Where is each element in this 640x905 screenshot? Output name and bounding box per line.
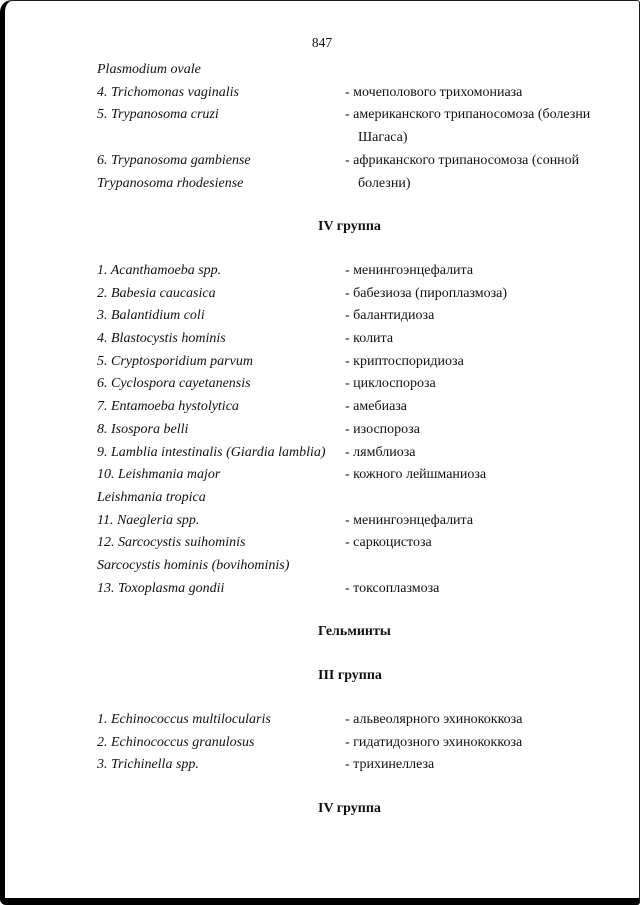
organism-name-cell	[97, 82, 345, 105]
disease-name-cell	[345, 732, 631, 755]
latin-name-line: 10. Leishmania major	[97, 467, 221, 483]
organism-name-cell	[97, 442, 345, 465]
organism-name-cell	[97, 709, 345, 732]
latin-name-line: 11. Naegleria spp.	[97, 512, 200, 528]
page-number: 847	[311, 35, 333, 50]
latin-name-line: 12. Sarcocystis suihominis	[97, 535, 246, 551]
latin-name-line: 3. Balantidium coli	[97, 308, 205, 324]
latin-name-line: 4. Blastocystis hominis	[97, 331, 226, 347]
disease-name-cell	[345, 464, 631, 509]
organism-name-cell	[97, 351, 345, 374]
disease-name-cell	[345, 104, 631, 149]
disease-name-line: - альвеолярного эхинококкоза	[345, 711, 523, 727]
table-row	[5, 283, 639, 306]
section-heading: IV группа	[318, 219, 381, 235]
disease-name-cell	[345, 442, 631, 465]
organism-name-cell	[97, 59, 345, 82]
disease-name-line: - кожного лейшманиоза	[345, 467, 487, 483]
latin-name-line: 9. Lamblia intestinalis (Giardia lamblia)	[97, 444, 326, 460]
table-row	[5, 104, 639, 149]
table-row	[5, 578, 639, 601]
disease-name-line: - гидатидозного эхинококкоза	[345, 734, 523, 750]
disease-name-cell	[345, 373, 631, 396]
table-row	[5, 82, 639, 105]
disease-name-cell	[345, 419, 631, 442]
disease-name-cell	[345, 150, 631, 195]
table-row	[5, 328, 639, 351]
latin-name-line: 7. Entamoeba hystolytica	[97, 399, 239, 415]
organism-name-cell	[97, 732, 345, 755]
latin-name-line: 1. Echinococcus multilocularis	[97, 711, 271, 727]
latin-name-line: 5. Trypanosoma cruzi	[97, 107, 219, 123]
latin-name-line: 8. Isospora belli	[97, 421, 189, 437]
organism-name-cell	[97, 150, 345, 195]
disease-name-cell	[345, 283, 631, 306]
organism-name-cell	[97, 104, 345, 149]
disease-name-line: - американского трипаносомоза (болезни	[345, 107, 591, 123]
organism-name-cell	[97, 328, 345, 351]
disease-name-cell	[345, 709, 631, 732]
organism-name-cell	[97, 396, 345, 419]
disease-name-cell	[345, 82, 631, 105]
disease-name-line: - лямблиоза	[345, 444, 416, 460]
table-row	[5, 532, 639, 577]
organism-name-cell	[97, 532, 345, 577]
table-row	[5, 305, 639, 328]
table-row	[5, 351, 639, 374]
organism-name-cell	[97, 419, 345, 442]
section-heading: Гельминты	[318, 624, 391, 640]
disease-name-cell	[345, 396, 631, 419]
latin-name-line: 13. Toxoplasma gondii	[97, 580, 225, 596]
latin-name-line: Trypanosoma rhodesiense	[97, 175, 244, 191]
disease-name-line: - амебиаза	[345, 399, 408, 415]
latin-name-line: 4. Trichomonas vaginalis	[97, 84, 239, 100]
section-heading: IV группа	[318, 800, 381, 816]
organism-name-cell	[97, 305, 345, 328]
disease-name-line: - трихинеллеза	[345, 757, 435, 773]
latin-name-line: 6. Trypanosoma gambiense	[97, 152, 251, 168]
disease-name-line: Шагаса)	[358, 130, 408, 146]
disease-name-line: - менингоэнцефалита	[345, 262, 474, 278]
organism-name-cell	[97, 754, 345, 777]
latin-name-line: 6. Cyclospora cayetanensis	[97, 376, 251, 392]
latin-name-line: 2. Babesia caucasica	[97, 285, 216, 301]
table-row	[5, 709, 639, 732]
disease-name-cell	[345, 532, 631, 577]
table-row	[5, 754, 639, 777]
disease-name-cell	[345, 328, 631, 351]
page-content	[5, 59, 639, 821]
disease-name-line: - колита	[345, 331, 394, 347]
disease-name-line: - саркоцистоза	[345, 535, 432, 551]
disease-name-cell	[345, 260, 631, 283]
table-row	[5, 59, 639, 82]
disease-name-line: болезни)	[358, 175, 411, 191]
disease-name-line: - африканского трипаносомоза (сонной	[345, 152, 580, 168]
disease-name-cell	[345, 578, 631, 601]
disease-name-line: - токсоплазмоза	[345, 580, 440, 596]
disease-name-cell	[345, 305, 631, 328]
table-row	[5, 260, 639, 283]
table-row	[5, 464, 639, 509]
latin-name-line: 2. Echinococcus granulosus	[97, 734, 255, 750]
latin-name-line: Leishmania tropica	[97, 489, 206, 505]
organism-name-cell	[97, 283, 345, 306]
disease-name-line: - циклоспороза	[345, 376, 436, 392]
disease-name-line: - менингоэнцефалита	[345, 512, 474, 528]
disease-name-line: - криптоспоридиоза	[345, 353, 464, 369]
organism-name-cell	[97, 464, 345, 509]
table-row	[5, 732, 639, 755]
latin-name-line: Plasmodium ovale	[97, 62, 201, 77]
disease-name-line: - изоспороза	[345, 421, 420, 437]
latin-name-line: 3. Trichinella spp.	[97, 757, 199, 773]
latin-name-line: 5. Cryptosporidium parvum	[97, 353, 253, 369]
section-heading: III группа	[318, 668, 382, 684]
disease-name-cell	[345, 59, 631, 82]
disease-name-line: - балантидиоза	[345, 308, 435, 324]
organism-name-cell	[97, 373, 345, 396]
table-row	[5, 373, 639, 396]
table-row	[5, 150, 639, 195]
latin-name-line: 1. Acanthamoeba spp.	[97, 262, 222, 278]
disease-name-cell	[345, 754, 631, 777]
disease-name-line: - бабезиоза (пироплазмоза)	[345, 285, 508, 301]
disease-name-line: - мочеполового трихомониаза	[345, 84, 523, 100]
table-row	[5, 442, 639, 465]
disease-name-cell	[345, 510, 631, 533]
latin-name-line: Sarcocystis hominis (bovihominis)	[97, 558, 290, 574]
table-row	[5, 396, 639, 419]
disease-name-cell	[345, 351, 631, 374]
organism-name-cell	[97, 510, 345, 533]
organism-name-cell	[97, 578, 345, 601]
organism-name-cell	[97, 260, 345, 283]
table-row	[5, 419, 639, 442]
table-row	[5, 510, 639, 533]
